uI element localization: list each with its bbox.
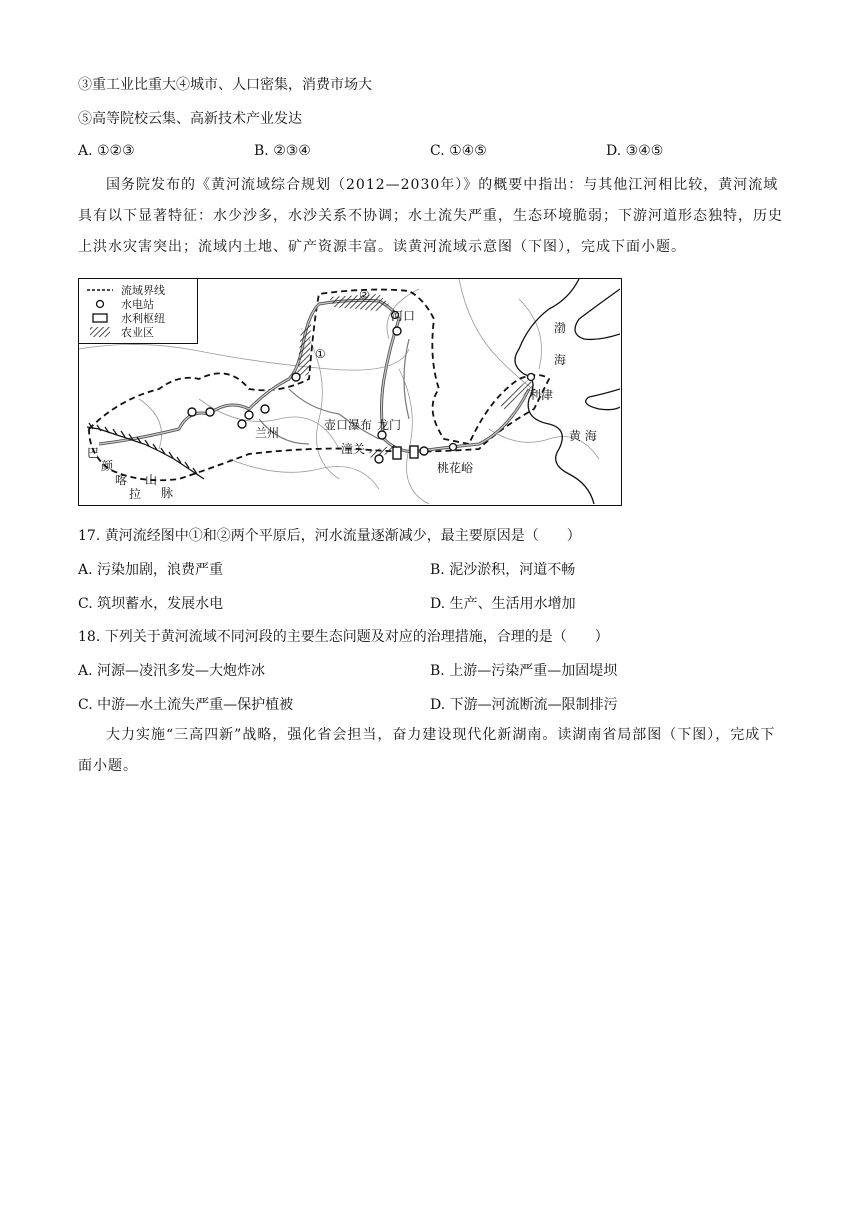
water-hub-icon [393, 447, 401, 459]
intro-text: 国务院发布的《黄河流域综合规划（2012—2030年）》的概要中指出：与其他江河相比较，黄河流域具有以下显著特征：水少沙多，水沙关系不协调；水土流失严重，生态环境脆弱；下游河道形态独特，历史上洪水灾害突出；流域内土地、矿产资源丰富。读黄河流域示意图（下图），完成下面小题。 [78, 177, 783, 255]
hydro-station-icon [420, 447, 428, 455]
q18-option-a: A. 河源—凌汛多发—大炮炸冰 [78, 663, 266, 679]
q18-option-b: B. 上游—污染严重—加固堤坝 [430, 663, 618, 679]
label-bayan-3: 喀 [115, 473, 128, 487]
hydro-station-icon [375, 455, 383, 463]
q17-option-c: C. 筑坝蓄水，发展水电 [78, 596, 224, 612]
choice-d: D. ③④⑤ [606, 143, 664, 159]
choice-b: B. ②③④ [254, 143, 311, 159]
legend-boundary: 流域界线 [121, 284, 165, 297]
label-lanzhou: 兰州 [255, 426, 280, 440]
label-lijin: 利津 [529, 388, 554, 402]
hydro-station-icon [206, 408, 214, 416]
label-hekou: 河口 [391, 309, 416, 323]
intro-paragraph [78, 170, 784, 263]
label-plain-2: ② [359, 288, 370, 302]
label-bayan-1: 巴 [87, 446, 100, 460]
q18-option-c: C. 中游—水土流失严重—保护植被 [78, 697, 294, 713]
label-plain-1: ① [315, 347, 326, 361]
choice-a: A. ①②③ [78, 143, 135, 159]
closing-text: 大力实施“三高四新”战略，强化省会担当，奋力建设现代化新湖南。读湖南省局部图（下图），完成下面小题。 [78, 727, 776, 774]
choice-c: C. ①④⑤ [430, 143, 487, 159]
label-hukou: 壶口瀑布 [324, 418, 373, 432]
label-bayan-6: 脉 [161, 486, 174, 500]
hydro-station-icon [393, 327, 401, 335]
q17-option-a: A. 污染加剧，浪费严重 [78, 562, 224, 578]
q18-option-d: D. 下游—河流断流—限制排污 [430, 697, 618, 713]
legend-farm: 农业区 [87, 325, 113, 339]
hydro-station-icon [292, 373, 300, 381]
hydro-station-icon [97, 301, 104, 308]
hydro-station-icon [261, 405, 269, 413]
farm-area-swatch [90, 327, 110, 337]
label-hai: 海 [554, 353, 567, 367]
hydro-station-icon [188, 408, 196, 416]
q17-option-d: D. 生产、生活用水增加 [430, 596, 576, 612]
label-huanghai: 黄 海 [569, 429, 597, 443]
q18-stem: 18. 下列关于黄河流域不同河段的主要生态问题及对应的治理措施，合理的是（ ） [78, 629, 609, 645]
label-bayan-4: 拉 [129, 487, 142, 501]
option-line-5: ⑤高等院校云集、高新技术产业发达 [78, 111, 302, 127]
water-hub-icons [393, 446, 418, 459]
legend-water-hub: 水利枢纽 [87, 311, 113, 325]
yellow-river-basin-map [78, 278, 622, 506]
water-hub-icon [410, 446, 418, 458]
option-line-3-4: ③重工业比重大④城市、人口密集，消费市场大 [78, 77, 372, 93]
hydro-station-icon [238, 420, 246, 428]
label-longmen: 龙门 [377, 418, 402, 432]
q17-stem: 17. 黄河流经图中①和②两个平原后，河水流量逐渐减少，最主要原因是（ ） [78, 528, 581, 544]
label-bo: 渤 [554, 321, 567, 335]
label-bayan-5: 山 [145, 473, 158, 487]
town-markers [392, 312, 535, 451]
closing-paragraph [78, 720, 784, 782]
water-hub-icon [93, 314, 107, 322]
q17-option-b: B. 泥沙淤积，河道不畅 [430, 562, 576, 578]
map-legend [79, 279, 198, 344]
label-taohuayu: 桃花峪 [437, 461, 474, 475]
hydro-station-icon [245, 411, 253, 419]
legend-hydro: 水电站 [87, 297, 113, 311]
label-tongguan: 潼关 [341, 442, 366, 456]
label-bayan-2: 颜 [101, 459, 114, 473]
